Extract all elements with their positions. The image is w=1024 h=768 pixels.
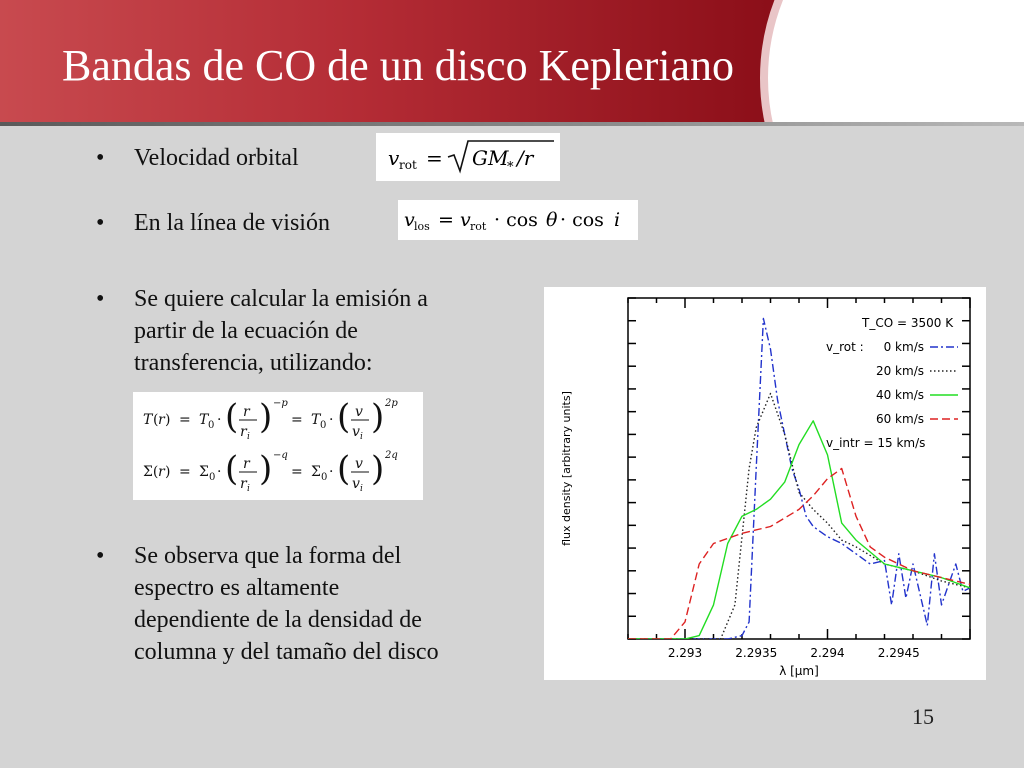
svg-text:r: r: [243, 456, 250, 472]
bullet-dot: •: [96, 210, 105, 236]
svg-text:(: (: [337, 397, 351, 437]
svg-text:0: 0: [320, 420, 327, 431]
svg-text:Σ: Σ: [199, 464, 209, 480]
svg-text:r: r: [240, 424, 247, 440]
svg-text:T: T: [311, 412, 321, 428]
svg-text:2q: 2q: [385, 450, 398, 461]
legend-entry-label: 20 km/s: [875, 364, 924, 378]
svg-text:T: T: [143, 412, 153, 428]
y-axis-label: flux density [arbitrary units]: [560, 391, 573, 546]
svg-text:(: (: [153, 412, 159, 428]
series-line-20-km-s: [628, 394, 970, 640]
x-axis-label: λ [μm]: [779, 664, 819, 678]
bullet-item: [96, 540, 516, 674]
svg-text:(: (: [225, 397, 239, 437]
slide-header: [0, 0, 1024, 126]
x-tick-label: 2.293: [667, 646, 703, 660]
svg-text:· cos: · cos: [560, 209, 604, 231]
svg-text:0: 0: [208, 420, 215, 431]
page-number: 15: [912, 704, 934, 729]
svg-text:r: r: [158, 412, 165, 428]
svg-text:*: *: [507, 160, 514, 175]
bullet-item: [96, 283, 516, 383]
svg-text:): ): [259, 449, 273, 489]
bullet-text: Se observa que la forma del espectro es altamente dependiente de la densidad de columna y del tamaño del disco: [134, 543, 439, 665]
svg-text:0: 0: [321, 472, 328, 483]
x-tick-label: 2.2945: [877, 646, 920, 660]
svg-text:(: (: [337, 449, 351, 489]
svg-text:/r: /r: [517, 146, 534, 170]
bullet-dot: •: [96, 286, 105, 312]
svg-text:=: =: [426, 146, 443, 170]
equation-power-laws: [133, 392, 423, 500]
svg-text:θ: θ: [546, 209, 558, 231]
legend-header: T_CO = 3500 K: [862, 316, 954, 330]
svg-text:Σ: Σ: [311, 464, 321, 480]
bullet-dot: •: [96, 543, 105, 569]
svg-text:(: (: [225, 449, 239, 489]
svg-text:GM: GM: [472, 146, 509, 170]
svg-text:i: i: [247, 484, 250, 494]
bullet-text: Velocidad orbital: [134, 145, 299, 171]
svg-text:· cos: · cos: [494, 209, 538, 231]
bullet-item: [96, 142, 376, 176]
svg-text:v: v: [355, 456, 363, 472]
svg-text:v: v: [388, 146, 400, 170]
bullet-item: [96, 207, 396, 241]
svg-text:i: i: [247, 432, 250, 442]
legend-vrot-label: v_rot :: [826, 340, 864, 354]
svg-text:): ): [371, 397, 385, 437]
svg-text:i: i: [360, 432, 363, 442]
header-decoration-arc: [760, 0, 1024, 126]
header-divider: [0, 122, 1024, 126]
svg-text:): ): [371, 449, 385, 489]
bullet-text: Se quiere calcular la emisión a partir de la ecuación de transferencia, utilizando:: [134, 286, 428, 376]
svg-text:r: r: [158, 464, 165, 480]
svg-text:=: =: [291, 412, 303, 428]
svg-text:=: =: [291, 464, 303, 480]
svg-text:−q: −q: [273, 450, 288, 461]
legend-entry-label: 40 km/s: [875, 388, 924, 402]
spectrum-chart: [544, 287, 986, 680]
svg-text:·: ·: [329, 464, 334, 480]
svg-text:v: v: [460, 209, 471, 231]
svg-text:v: v: [355, 404, 363, 420]
x-tick-label: 2.294: [810, 646, 845, 660]
svg-text:): ): [165, 412, 171, 428]
equation-v-rot: [376, 133, 560, 181]
svg-text:=: =: [438, 209, 454, 231]
bullet-dot: •: [96, 145, 105, 171]
svg-text:rot: rot: [399, 158, 417, 172]
legend-footer: v_intr = 15 km/s: [826, 436, 926, 450]
series-line-60-km-s: [628, 469, 970, 640]
svg-text:los: los: [414, 220, 430, 233]
svg-text:v: v: [404, 209, 415, 231]
bullet-text: En la línea de visión: [134, 210, 330, 236]
svg-text:=: =: [179, 464, 191, 480]
equation-v-rot-graphic: [376, 133, 560, 181]
slide-title: Bandas de CO de un disco Kepleriano: [62, 41, 735, 90]
equation-v-los: [398, 200, 638, 240]
svg-text:Σ(: Σ(: [143, 464, 159, 480]
svg-text:): ): [259, 397, 273, 437]
svg-text:T: T: [199, 412, 209, 428]
svg-text:): ): [165, 464, 171, 480]
equation-power-laws-graphic: [133, 392, 423, 500]
svg-text:=: =: [179, 412, 191, 428]
svg-text:i: i: [360, 484, 363, 494]
svg-text:0: 0: [209, 472, 216, 483]
svg-text:r: r: [240, 476, 247, 492]
spectrum-chart-svg: [544, 287, 986, 680]
svg-text:i: i: [614, 209, 621, 231]
svg-text:v: v: [352, 424, 360, 440]
svg-text:2p: 2p: [385, 398, 398, 409]
legend-entry-label: 60 km/s: [875, 412, 924, 426]
svg-text:·: ·: [329, 412, 334, 428]
x-tick-label: 2.2935: [735, 646, 778, 660]
svg-text:−p: −p: [273, 398, 288, 409]
svg-text:v: v: [352, 476, 360, 492]
legend-entry-label: 0 km/s: [883, 340, 924, 354]
svg-text:·: ·: [217, 412, 222, 428]
svg-text:r: r: [243, 404, 250, 420]
svg-text:rot: rot: [470, 220, 487, 233]
equation-v-los-graphic: [398, 200, 638, 240]
series-line-40-km-s: [628, 421, 970, 639]
svg-text:·: ·: [217, 464, 222, 480]
